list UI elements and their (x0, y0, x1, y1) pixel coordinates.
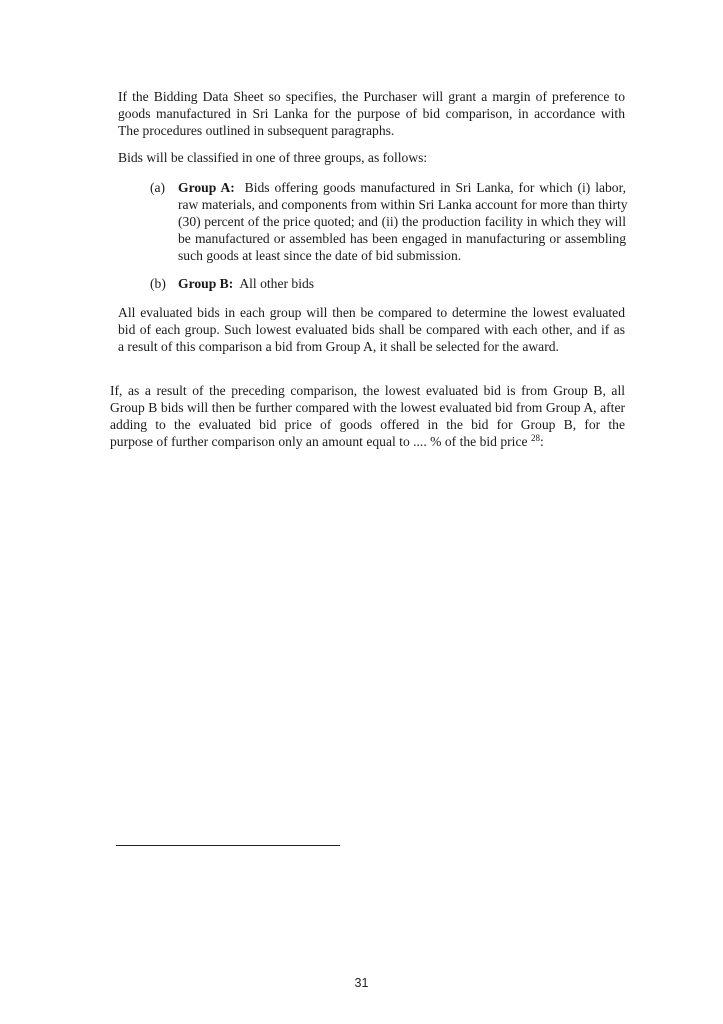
text-line: If the Bidding Data Sheet so specifies, the Purchaser will grant a margin of preference to (118, 89, 625, 104)
list-marker: (b) (150, 276, 166, 291)
group-b-description: All other bids (239, 276, 315, 291)
paragraph-4-line-4-end: : (539, 434, 544, 449)
paragraph-4-line-4: purpose of further comparison only an amount equal to .... % of the bid price (110, 434, 528, 449)
text-line: Bids will be classified in one of three groups, as follows: (118, 150, 428, 165)
text-line: a result of this comparison a bid from Group A, it shall be selected for the award. (118, 339, 559, 354)
margin-of-preference-paragraph (118, 88, 625, 139)
text-line: be manufactured or assembled has been engaged in manufacturing or assembling (178, 231, 626, 246)
footnote-separator (116, 845, 340, 846)
group-b-label: Group B: (178, 276, 234, 291)
text-line: If, as a result of the preceding comparison, the lowest evaluated bid is from Group B, all (110, 383, 625, 398)
classification-intro (118, 149, 625, 166)
text-line (110, 433, 625, 450)
text-line: (30) percent of the price quoted; and (ii) the production facility in which they will (178, 214, 626, 229)
list-marker: (a) (150, 180, 166, 195)
text-line: The procedures outlined in subsequent paragraphs. (118, 123, 395, 138)
text-line (178, 179, 626, 196)
text-line: All evaluated bids in each group will then be compared to determine the lowest evaluated (118, 305, 625, 320)
group-a-line-1: Bids offering goods manufactured in Sri Lanka, for which (i) labor, (244, 180, 626, 195)
group-b-text (178, 275, 314, 292)
text-line: bid of each group. Such lowest evaluated bids shall be compared with each other, and if as (118, 322, 625, 337)
text-line: such goods at least since the date of bid submission. (178, 248, 462, 263)
text-line: goods manufactured in Sri Lanka for the purpose of bid comparison, in accordance with (118, 106, 625, 121)
evaluation-paragraph (118, 304, 625, 355)
text-line: Group B bids will then be further compared with the lowest evaluated bid from Group A, after (110, 400, 625, 415)
text-line: raw materials, and components from within Sri Lanka account for more than thirty (178, 197, 628, 212)
group-a-label: Group A: (178, 180, 235, 195)
group-a-text (178, 179, 626, 264)
page-number: 31 (354, 976, 369, 990)
group-b-comparison-paragraph (110, 382, 625, 450)
text-line: adding to the evaluated bid price of goods offered in the bid for Group B, for the (110, 417, 625, 432)
footnote-reference: 28 (530, 433, 540, 443)
